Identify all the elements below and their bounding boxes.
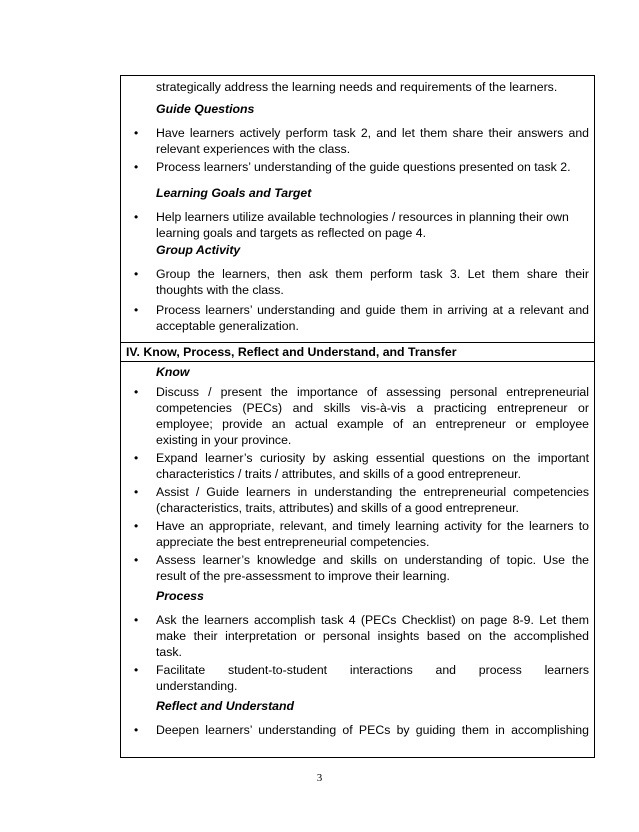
know-bullet-2: [156, 450, 589, 482]
line: appreciate the best entrepreneurial competencies.: [156, 535, 430, 549]
line: existing in your province.: [156, 433, 292, 447]
bullet: •: [134, 451, 139, 465]
line: relevant experiences with the class.: [156, 142, 351, 156]
table-row-activities: [121, 76, 594, 342]
line: Assist / Guide learners in understanding the entrepreneurial competencies: [156, 485, 589, 499]
line: acceptable generalization.: [156, 319, 299, 333]
line: Have an appropriate, relevant, and timely learning activity for the learners to: [156, 519, 589, 533]
group-bullet-2: [156, 302, 589, 334]
line: Discuss / present the importance of assessing personal entrepreneurial: [156, 385, 589, 399]
know-bullet-3: [156, 484, 589, 516]
line: thoughts with the class.: [156, 283, 284, 297]
line: employee; provide an actual example of an entrepreneur or employee: [156, 417, 589, 431]
line: result of the pre-assessment to improve their learning.: [156, 569, 450, 583]
continuation-text: strategically address the learning needs and requirements of the learners.: [156, 80, 558, 94]
bullet: •: [134, 303, 139, 317]
reflect-bullet-1: [156, 722, 589, 738]
line: Ask the learners accomplish task 4 (PECs Checklist) on page 8-9. Let them: [156, 613, 589, 627]
process-bullet-2: [156, 662, 589, 694]
know-heading: Know: [156, 365, 190, 379]
bullet: •: [134, 485, 139, 499]
guide-bullet-2: [156, 159, 589, 175]
line: Process learners’ understanding of the guide questions presented on task 2.: [156, 160, 571, 174]
section-header-row: [121, 342, 594, 362]
bullet: •: [134, 553, 139, 567]
line: Facilitate student-to-student interactions and process learners: [156, 663, 589, 677]
bullet: •: [134, 663, 139, 677]
line: Have learners actively perform task 2, and let them share their answers and: [156, 126, 589, 140]
line: make their interpretation or personal insights based on the accomplished: [156, 629, 589, 643]
know-bullet-1: [156, 384, 589, 448]
line: Process learners’ understanding and guide them in arriving at a relevant and: [156, 303, 589, 317]
bullet: •: [134, 385, 139, 399]
line: task.: [156, 645, 182, 659]
line: Group the learners, then ask them perform task 3. Let them share their: [156, 267, 589, 281]
line: competencies (PECs) and skills vis-à-vis a practicing entrepreneur or: [156, 401, 589, 415]
bullet: •: [134, 519, 139, 533]
group-bullet-1: [156, 266, 589, 298]
line: Deepen learners’ understanding of PECs by guiding them in accomplishing: [156, 723, 589, 737]
bullet: •: [134, 267, 139, 281]
lesson-table: [120, 75, 595, 758]
know-bullet-4: [156, 518, 589, 550]
group-activity-heading: Group Activity: [156, 243, 241, 257]
reflect-understand-heading: Reflect and Understand: [156, 699, 295, 713]
learning-goals-heading: Learning Goals and Target: [156, 186, 312, 200]
line: Help learners utilize available technologies / resources in planning their own: [156, 210, 569, 224]
line: (characteristics, traits, attributes) and skills of a good entrepreneur.: [156, 501, 519, 515]
guide-bullet-1: [156, 125, 589, 157]
line: Expand learner’s curiosity by asking essential questions on the important: [156, 451, 589, 465]
bullet: •: [134, 160, 139, 174]
line: learning goals and targets as reflected on page 4.: [156, 226, 427, 240]
bullet: •: [134, 210, 139, 224]
guide-questions-heading: Guide Questions: [156, 102, 255, 116]
line: characteristics / traits / attributes, and skills of a good entrepreneur.: [156, 467, 521, 481]
bullet: •: [134, 126, 139, 140]
line: understanding.: [156, 679, 238, 693]
bullet: •: [134, 613, 139, 627]
line: Assess learner’s knowledge and skills on understanding of topic. Use the: [156, 553, 589, 567]
process-bullet-1: [156, 612, 589, 660]
section-header-title: IV. Know, Process, Reflect and Understand, and Transfer: [126, 345, 457, 359]
process-heading: Process: [156, 589, 204, 603]
table-row-know-process: [121, 362, 594, 757]
know-bullet-5: [156, 552, 589, 584]
bullet: •: [134, 723, 139, 737]
goals-bullet-1: [156, 209, 589, 241]
page-number: 3: [316, 772, 323, 784]
